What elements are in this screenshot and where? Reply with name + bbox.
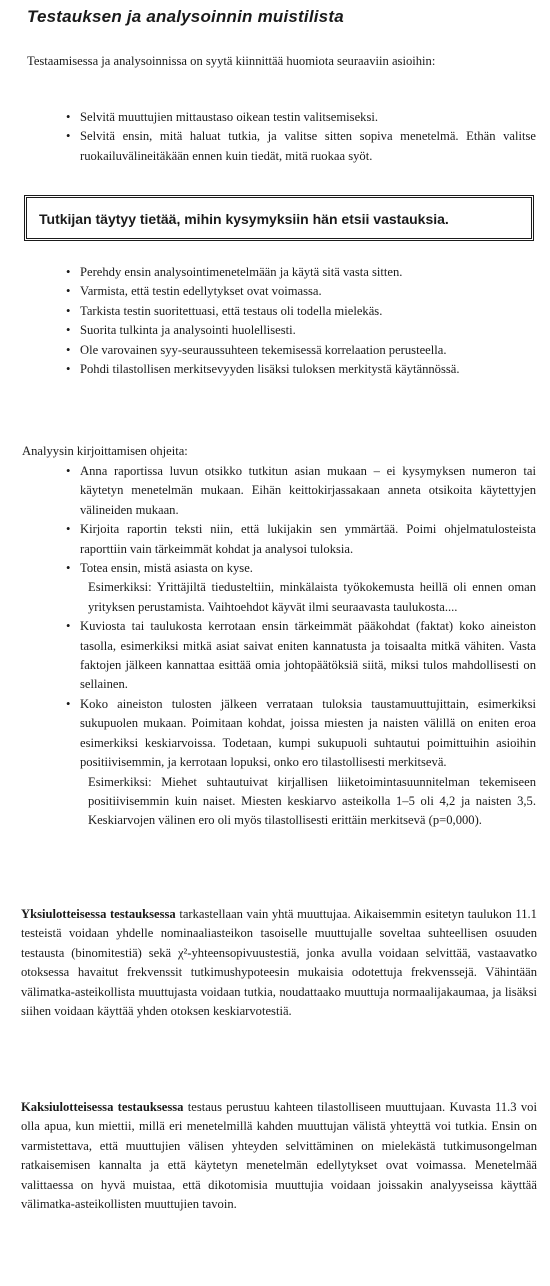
list-item bbox=[66, 462, 536, 520]
list-item-text: Anna raportissa luvun otsikko tutkitun asian mukaan – ei kysymyksen numeron tai käytetyn menetelmän mukaan. Eihän keittokirjassakaan anneta otsikoita käytettyjen välineiden mukaan. bbox=[80, 464, 536, 517]
list-item-text: Totea ensin, mistä asiasta on kyse. bbox=[80, 561, 253, 576]
paragraph-bivariate bbox=[21, 1098, 537, 1214]
list-item: • Perehdy ensin analysointimenetelmään ja käytä sitä vasta sitten. bbox=[66, 263, 536, 282]
paragraph-text: testaus perustuu kahteen tilastolliseen muuttujaan. Kuvasta 11.3 voi olla apua, kun miettii, millä eri menetelmillä kahden muuttujan välistä yhteyttä voi tutkia. Ensin on varmistettava, että muuttujien välisen yhteyden selvittäminen on mielekästä tutkimusongelman ratkaisemisen kannalta ja että käytetyn menetelmän edellytykset ovat voimassa. Menetelmää valittaessa on hyvä muistaa, että dikotomisia muuttujia voidaan joissakin analyyseissa käyttää välimatka-asteikollisten muuttujien tavoin. bbox=[21, 1100, 537, 1212]
paragraph-univariate bbox=[21, 905, 537, 1021]
checklist-2 bbox=[66, 263, 536, 379]
paragraph-text: tarkastellaan vain yhtä muuttujaa. Aikaisemmin esitetyn taulukon 11.1 testeistä voidaan yhdelle nominaaliasteikon tasoiselle muuttujalle soveltaa suhteellisen osuuden testausta (binomitestiä) sekä χ²-yhteensopivuustestiä, jonka avulla voidaan selvittää, vastaavatko otoksessa havaitut frekvenssit tutkimushypoteesin mukaisia odotettuja frekvenssejä. Vähintään välimatka-asteikollista muuttujasta voidaan tutkia, noudattaako muuttuja normaalijakaumaa, ja lisäksi siihen voidaan käyttää yhden otoksen keskiarvotestiä. bbox=[21, 907, 537, 1019]
list-item bbox=[66, 520, 536, 559]
example-text: Esimerkiksi: Yrittäjiltä tiedusteltiin, minkälaista työkokemusta heillä oli ennen oman yrityksen perustamista. Vaihtoehdot käyvät ilmi seuraavasta taulukosta.... bbox=[88, 580, 536, 614]
writing-guidelines-list bbox=[66, 462, 536, 831]
list-item bbox=[66, 559, 536, 617]
list-item: • Selvitä ensin, mitä haluat tutkia, ja valitse sitten sopiva menetelmä. Ethän valitse ruokailuvälineitäkään ennen kuin tiedät, mitä ruokaa syöt. bbox=[66, 127, 536, 166]
list-item: • Tarkista testin suoritettuasi, että testaus oli todella mielekäs. bbox=[66, 302, 536, 321]
list-item-text: Koko aineiston tulosten jälkeen verrataan tuloksia taustamuuttujittain, esimerkiksi sukupuolen mukaan. Poimitaan kohdat, joissa miesten ja naisten välillä on eniten eroa esimerkiksi keskiarvoissa. Todetaan, kumpi sukupuoli suhtautui poimittuihin asioihin positiivisemmin, ja kerrotaan lopuksi, onko ero tilastollisesti merkitsevä. bbox=[80, 696, 536, 770]
list-item bbox=[66, 695, 536, 831]
list-item bbox=[66, 617, 536, 695]
list-item-text: Kuviosta tai taulukosta kerrotaan ensin tärkeimmät pääkohdat (faktat) koko aineiston tasolla, esimerkiksi mitkä asiat saivat eniten kannatusta ja toisaalta mitkä vähiten. Vasta faktojen jälkeen kannattaa esittää omia johtopäätöksiä siitä, miksi tulos mahdollisesti on sellainen. bbox=[80, 619, 536, 692]
list-item: • Varmista, että testin edellytykset ovat voimassa. bbox=[66, 282, 536, 301]
list-item-text: Kirjoita raportin teksti niin, että lukijakin sen ymmärtää. Poimi ohjelmatulosteista raporttiin vain tärkeimmät kohdat ja analysoi tuloksia. bbox=[80, 522, 536, 556]
list-item: • Ole varovainen syy-seuraussuhteen tekemisessä korrelaation perusteella. bbox=[66, 341, 536, 360]
checklist-1 bbox=[66, 108, 536, 166]
callout-box bbox=[24, 195, 534, 241]
list-item: • Pohdi tilastollisen merkitsevyyden lisäksi tuloksen merkitystä käytännössä. bbox=[66, 360, 536, 379]
list-item: • Suorita tulkinta ja analysointi huolellisesti. bbox=[66, 321, 536, 340]
section-heading: Analyysin kirjoittamisen ohjeita: bbox=[22, 444, 188, 458]
list-item: • Selvitä muuttujien mittaustaso oikean testin valitsemiseksi. bbox=[66, 108, 536, 127]
paragraph-lead: Kaksiulotteisessa testauksessa bbox=[21, 1100, 184, 1114]
intro-text: Testaamisessa ja analysoinnissa on syytä kiinnittää huomiota seuraaviin asioihin: bbox=[27, 54, 436, 68]
paragraph-lead: Yksiulotteisessa testauksessa bbox=[21, 907, 176, 921]
callout-text: Tutkijan täytyy tietää, mihin kysymyksiin hän etsii vastauksia. bbox=[39, 211, 449, 227]
page-title: Testauksen ja analysoinnin muistilista bbox=[27, 7, 344, 26]
example-text: Esimerkiksi: Miehet suhtautuivat kirjallisen liiketoimintasuunnitelman tekemiseen positiivisemmin kuin naiset. Miesten keskiarvo asteikolla 1–5 oli 4,2 ja naisten 3,5. Keskiarvojen välinen ero oli myös tilastollisesti erittäin merkitsevä (p=0,000). bbox=[88, 774, 536, 828]
